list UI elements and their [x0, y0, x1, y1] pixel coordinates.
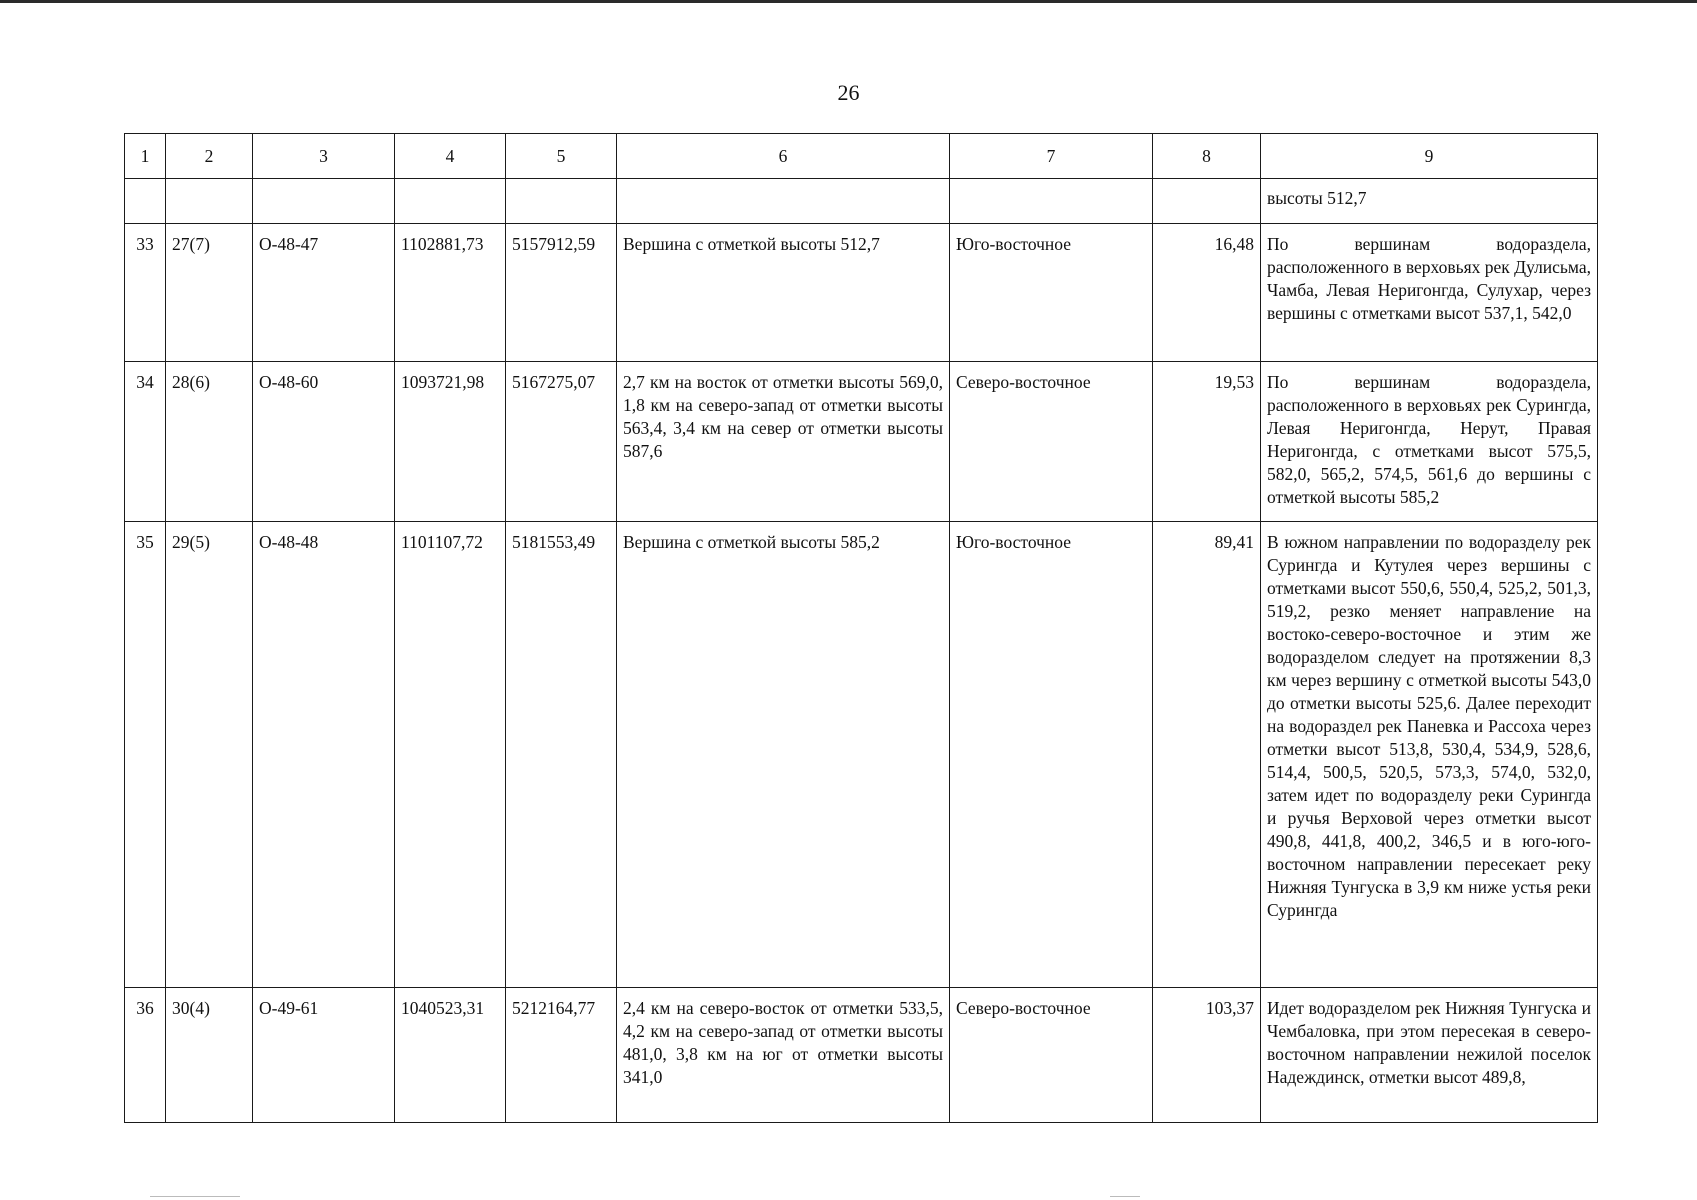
- header-cell: 1: [125, 134, 166, 179]
- continuation-row: [125, 179, 1598, 224]
- empty-cell: [950, 179, 1153, 224]
- table-row: [125, 224, 1598, 362]
- point-cell: 30(4): [166, 988, 253, 1123]
- boundary-table: [124, 133, 1598, 1123]
- direction-cell: Северо-восточное: [950, 362, 1153, 522]
- route-description-cell: В южном направлении по водоразделу рек Сурингда и Кутулея через вершины с отметками высот 550,6, 550,4, 525,2, 501,3, 519,2, резко меняет направление на востоко-северо-восточное и этим же водоразделом следует на протяжении 8,3 км через вершину с отметкой высоты 543,0 до отметки высоты 525,6. Далее переходит на водораздел рек Паневка и Рассоха через отметки высот 513,8, 530,4, 534,9, 528,6, 514,4, 500,5, 520,5, 573,3, 574,0, 532,0, затем идет по водоразделу реки Сурингда и ручья Верховой через отметки высот 490,8, 441,8, 400,2, 346,5 и в юго-юго-восточном направлении пересекает реку Нижняя Тунгуска в 3,9 км ниже устья реки Сурингда: [1261, 522, 1598, 988]
- row-number-cell: 34: [125, 362, 166, 522]
- empty-cell: [506, 179, 617, 224]
- x-coordinate-cell: 1102881,73: [395, 224, 506, 362]
- header-cell: 8: [1153, 134, 1261, 179]
- y-coordinate-cell: 5167275,07: [506, 362, 617, 522]
- map-sheet-cell: О-48-48: [253, 522, 395, 988]
- empty-cell: [395, 179, 506, 224]
- x-coordinate-cell: 1101107,72: [395, 522, 506, 988]
- scan-artifact: [1110, 1196, 1140, 1197]
- header-cell: 3: [253, 134, 395, 179]
- page-number: 26: [837, 80, 860, 105]
- route-description-cell: Идет водоразделом рек Нижняя Тунгуска и Чембаловка, при этом пересекая в северо-восточном направлении нежилой поселок Надеждинск, отметки высот 489,8,: [1261, 988, 1598, 1123]
- point-cell: 28(6): [166, 362, 253, 522]
- length-cell: 19,53: [1153, 362, 1261, 522]
- y-coordinate-cell: 5181553,49: [506, 522, 617, 988]
- point-cell: 29(5): [166, 522, 253, 988]
- header-cell: 9: [1261, 134, 1598, 179]
- header-cell: 5: [506, 134, 617, 179]
- route-continuation-cell: высоты 512,7: [1261, 179, 1598, 224]
- y-coordinate-cell: 5212164,77: [506, 988, 617, 1123]
- x-coordinate-cell: 1040523,31: [395, 988, 506, 1123]
- direction-cell: Юго-восточное: [950, 522, 1153, 988]
- header-cell: 2: [166, 134, 253, 179]
- row-number-cell: 35: [125, 522, 166, 988]
- route-description-cell: По вершинам водораздела, расположенного в верховьях рек Дулисьма, Чамба, Левая Неригонгда, Сулухар, через вершины с отметками высот 537,1, 542,0: [1261, 224, 1598, 362]
- y-coordinate-cell: 5157912,59: [506, 224, 617, 362]
- point-description-cell: 2,4 км на северо-восток от отметки 533,5, 4,2 км на северо-запад от отметки высоты 481,0, 3,8 км на юг от отметки высоты 341,0: [617, 988, 950, 1123]
- x-coordinate-cell: 1093721,98: [395, 362, 506, 522]
- length-cell: 89,41: [1153, 522, 1261, 988]
- empty-cell: [125, 179, 166, 224]
- point-description-cell: Вершина с отметкой высоты 585,2: [617, 522, 950, 988]
- direction-cell: Юго-восточное: [950, 224, 1153, 362]
- header-cell: 6: [617, 134, 950, 179]
- empty-cell: [166, 179, 253, 224]
- row-number-cell: 36: [125, 988, 166, 1123]
- length-cell: 16,48: [1153, 224, 1261, 362]
- direction-cell: Северо-восточное: [950, 988, 1153, 1123]
- table-row: [125, 522, 1598, 988]
- point-cell: 27(7): [166, 224, 253, 362]
- length-cell: 103,37: [1153, 988, 1261, 1123]
- map-sheet-cell: О-49-61: [253, 988, 395, 1123]
- map-sheet-cell: О-48-60: [253, 362, 395, 522]
- page-top-edge: [0, 0, 1697, 3]
- route-description-cell: По вершинам водораздела, расположенного в верховьях рек Сурингда, Левая Неригонгда, Нерут, Правая Неригонгда, с отметками высот 575,5, 582,0, 565,2, 574,5, 561,6 до вершины с отметкой высоты 585,2: [1261, 362, 1598, 522]
- row-number-cell: 33: [125, 224, 166, 362]
- map-sheet-cell: О-48-47: [253, 224, 395, 362]
- header-row: [125, 134, 1598, 179]
- header-cell: 4: [395, 134, 506, 179]
- point-description-cell: Вершина с отметкой высоты 512,7: [617, 224, 950, 362]
- empty-cell: [617, 179, 950, 224]
- table-row: [125, 988, 1598, 1123]
- table-row: [125, 362, 1598, 522]
- scan-artifact: [150, 1196, 240, 1197]
- header-cell: 7: [950, 134, 1153, 179]
- point-description-cell: 2,7 км на восток от отметки высоты 569,0, 1,8 км на северо-запад от отметки высоты 563,4, 3,4 км на север от отметки высоты 587,6: [617, 362, 950, 522]
- empty-cell: [1153, 179, 1261, 224]
- empty-cell: [253, 179, 395, 224]
